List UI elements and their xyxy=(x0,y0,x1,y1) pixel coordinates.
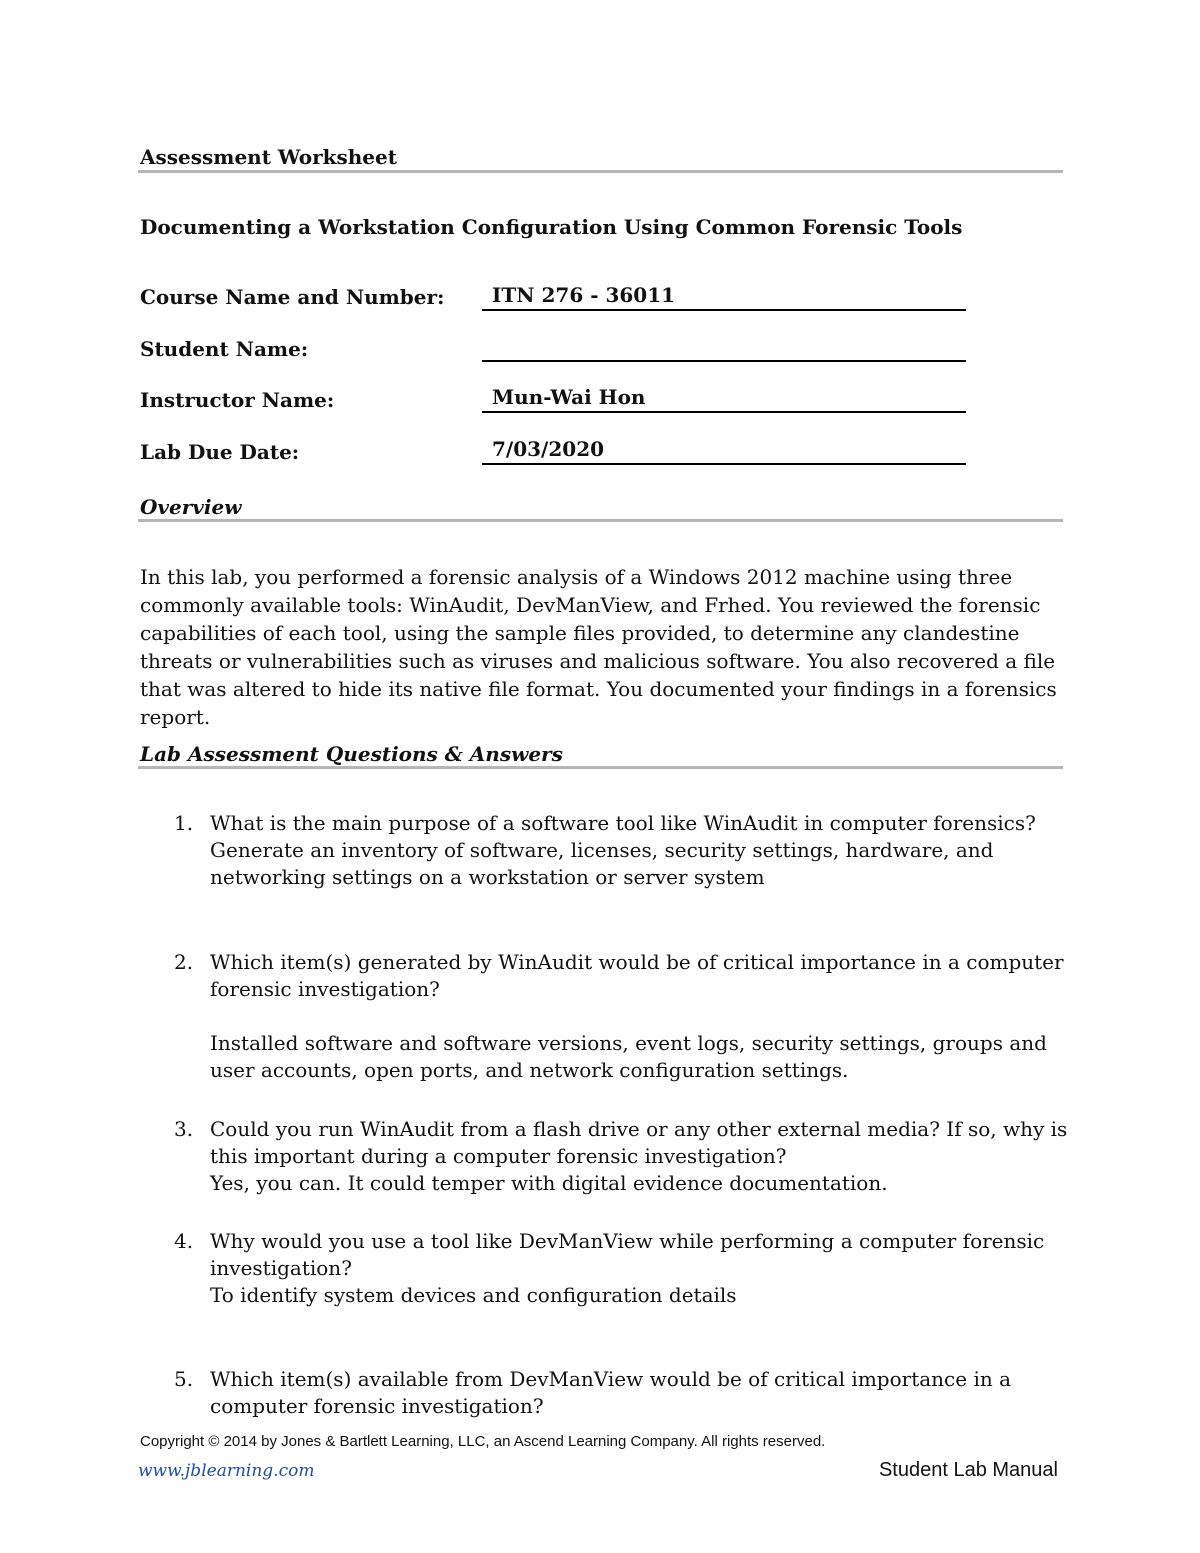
question-text: What is the main purpose of a software tool like WinAudit in computer forensics? xyxy=(210,811,1036,835)
instructor-field[interactable]: Mun-Wai Hon xyxy=(482,385,966,413)
question-text: Why would you use a tool like DevManView while performing a computer forensic investigation? xyxy=(210,1229,1045,1280)
question-text: Which item(s) generated by WinAudit would be of critical importance in a computer forensic investigation? xyxy=(210,950,1064,1001)
publisher-link[interactable]: www.jblearning.com xyxy=(138,1461,315,1481)
manual-label: Student Lab Manual xyxy=(878,1459,1058,1481)
answer-text[interactable]: To identify system devices and configuration details xyxy=(210,1283,737,1307)
answer-text[interactable]: Yes, you can. It could temper with digital evidence documentation. xyxy=(210,1171,888,1195)
question-number: 1. xyxy=(174,811,194,835)
course-field[interactable]: ITN 276 - 36011 xyxy=(482,283,966,311)
answer-text[interactable]: Generate an inventory of software, licenses, security settings, hardware, and networking settings on a workstation or server system xyxy=(210,838,994,889)
qa-divider xyxy=(138,766,1063,769)
overview-text: In this lab, you performed a forensic analysis of a Windows 2012 machine using three commonly available tools: WinAudit, DevManView, and Frhed. You reviewed the forensic capabilities of each tool, using the sample files provided, to determine any clandestine threats or vulnerabilities such as viruses and malicious software. You also recovered a file that was altered to hide its native file format. You documented your findings in a forensics report. xyxy=(140,565,1057,729)
question-number: 2. xyxy=(174,950,194,974)
overview-heading: Overview xyxy=(140,495,242,519)
due-date-label: Lab Due Date: xyxy=(140,440,300,464)
question-number: 5. xyxy=(174,1367,194,1391)
qa-heading: Lab Assessment Questions & Answers xyxy=(140,742,563,766)
copyright-notice: Copyright © 2014 by Jones & Bartlett Learning, LLC, an Ascend Learning Company. All rights reserved. xyxy=(140,1433,826,1450)
overview-divider xyxy=(138,519,1063,522)
student-field[interactable] xyxy=(482,334,966,362)
question-number: 4. xyxy=(174,1229,194,1253)
question-text: Which item(s) available from DevManView would be of critical importance in a computer forensic investigation? xyxy=(210,1367,1011,1418)
question-text: Could you run WinAudit from a flash drive or any other external media? If so, why is this important during a computer forensic investigation? xyxy=(210,1117,1068,1168)
heading-divider xyxy=(138,170,1063,173)
worksheet-heading: Assessment Worksheet xyxy=(140,145,397,169)
due-date-field[interactable]: 7/03/2020 xyxy=(482,437,966,465)
student-label: Student Name: xyxy=(140,337,309,361)
answer-text[interactable]: Installed software and software versions, event logs, security settings, groups and user accounts, open ports, and network configuration settings. xyxy=(210,1031,1047,1082)
question-number: 3. xyxy=(174,1117,194,1141)
course-label: Course Name and Number: xyxy=(140,285,445,309)
instructor-label: Instructor Name: xyxy=(140,388,335,412)
document-title: Documenting a Workstation Configuration Using Common Forensic Tools xyxy=(140,215,963,239)
